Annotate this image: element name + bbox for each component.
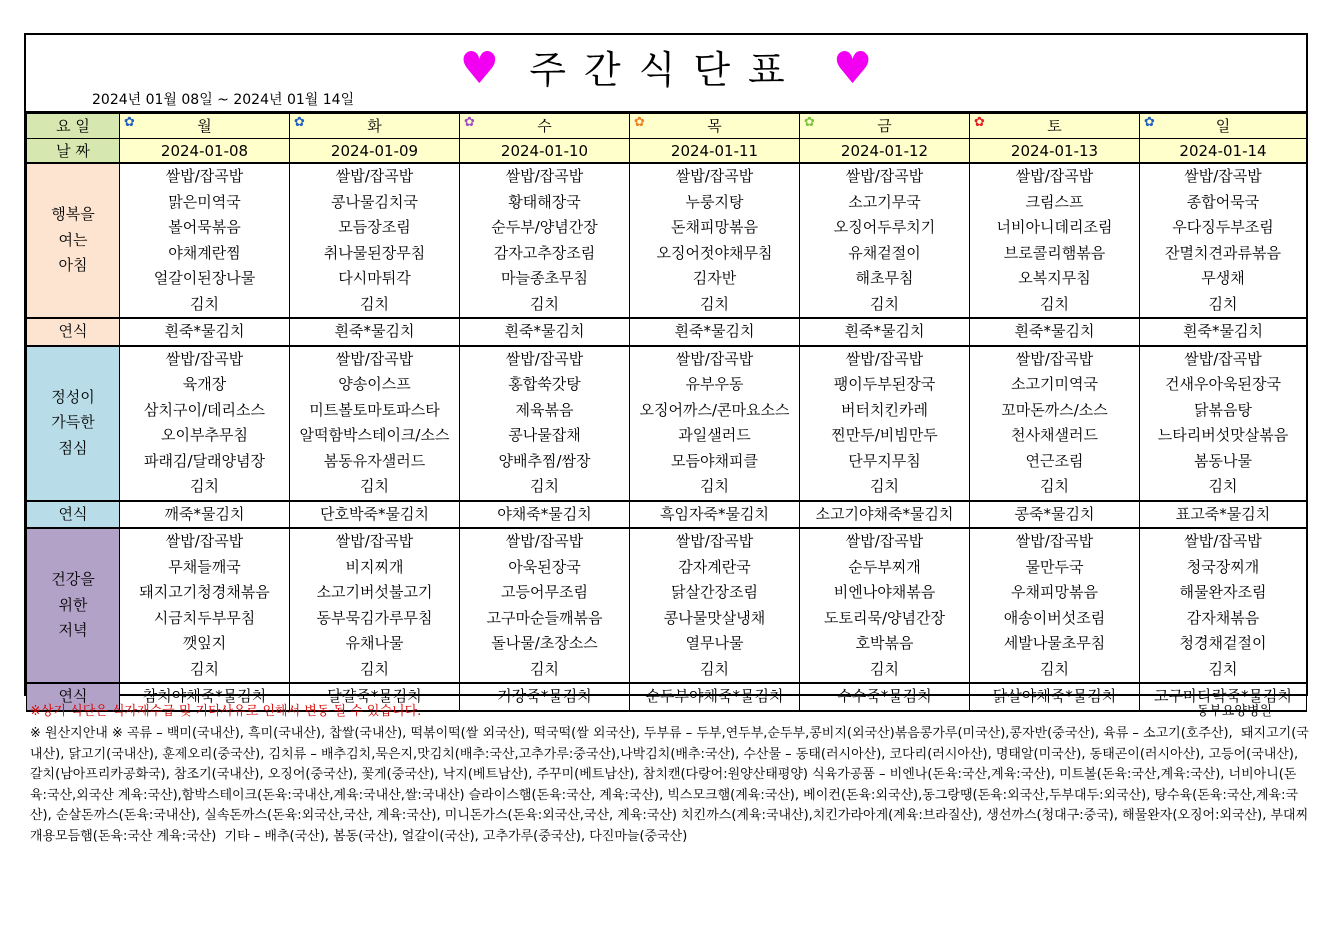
meal-cell — [120, 346, 290, 501]
snack-cell: 순두부야채죽*물김치 — [630, 683, 800, 711]
header-date-row — [27, 139, 1307, 164]
menu-item: 브로콜리햄볶음 — [1003, 243, 1106, 262]
flower-icon: ✿ — [634, 115, 645, 130]
menu-item: 청경채겉절이 — [1179, 634, 1267, 652]
date-cell: 2024-01-14 — [1140, 139, 1307, 164]
meal-cell — [460, 528, 630, 683]
meal-cell — [630, 163, 800, 318]
label-date: 날 짜 — [27, 139, 120, 164]
menu-item: 김치 — [870, 659, 899, 678]
page-title: 주간식단표 — [529, 48, 803, 92]
menu-item: 호박볶음 — [855, 634, 914, 652]
menu-item: 비지찌개 — [345, 557, 404, 576]
menu-item: 쌀밥/잡곡밥 — [335, 349, 414, 368]
menu-item: 순두부/양념간장 — [491, 218, 598, 236]
snack-cell: 흰죽*물김치 — [970, 318, 1140, 346]
menu-item: 오징어까스/콘마요소스 — [639, 400, 790, 419]
meal-cell — [800, 163, 970, 318]
meal-label-line: 저녁 — [58, 621, 88, 640]
menu-item: 김치 — [360, 294, 389, 313]
menu-item: 황태해장국 — [508, 192, 581, 211]
menu-item: 김치 — [870, 477, 899, 495]
menu-item: 콩나물맛살냉채 — [663, 608, 766, 627]
menu-item: 얼갈이된장나물 — [153, 269, 256, 287]
menu-item: 김치 — [1208, 477, 1238, 495]
menu-item: 시금치두부무침 — [153, 608, 256, 627]
date-cell: 2024-01-10 — [460, 139, 630, 164]
menu-item: 감자계란국 — [678, 557, 751, 576]
snack-cell: 깨죽*물김치 — [120, 501, 290, 529]
menu-item: 쌀밥/잡곡밥 — [1184, 532, 1262, 550]
day-header — [1140, 113, 1307, 139]
menu-item: 해물완자조림 — [1179, 583, 1267, 601]
meal-cell — [120, 528, 290, 683]
menu-item: 쌀밥/잡곡밥 — [505, 349, 584, 368]
date-cell: 2024-01-13 — [970, 139, 1140, 164]
menu-item: 쌀밥/잡곡밥 — [1015, 532, 1094, 550]
meal-label-line: 건강을 — [51, 570, 95, 589]
menu-item: 쌀밥/잡곡밥 — [165, 532, 244, 550]
snack-cell: 흰죽*물김치 — [800, 318, 970, 346]
menu-item: 팽이두부된장국 — [833, 375, 936, 393]
title-row — [26, 39, 1306, 94]
breakfast_snack-row — [27, 318, 1307, 346]
menu-item: 모듬야채피클 — [671, 451, 758, 470]
menu-item: 아욱된장국 — [508, 557, 581, 576]
menu-item: 오징어두루치기 — [833, 218, 936, 236]
snack-label: 연식 — [27, 318, 120, 346]
menu-item: 물만두국 — [1025, 557, 1084, 576]
day-name: 금 — [877, 117, 892, 135]
menu-item: 오복지무침 — [1018, 269, 1091, 287]
snack-cell: 흑임자죽*물김치 — [630, 501, 800, 529]
menu-item: 김치 — [360, 477, 389, 495]
menu-item: 우채피망볶음 — [1011, 583, 1098, 601]
menu-item: 고구마순들깨볶음 — [486, 608, 603, 627]
snack-cell: 흰죽*물김치 — [120, 318, 290, 346]
meal-label-line: 여는 — [58, 230, 88, 249]
menu-item: 과일샐러드 — [678, 426, 751, 444]
menu-item: 소고기무국 — [848, 192, 921, 211]
snack-cell: 단호박죽*물김치 — [290, 501, 460, 529]
hospital-name: 동부요양병원 — [1196, 704, 1272, 719]
day-name: 월 — [197, 117, 212, 135]
menu-item: 도토리묵/양념간장 — [824, 608, 945, 627]
menu-item: 홍합쑥갓탕 — [508, 375, 581, 393]
menu-item: 꼬마돈까스/소스 — [1001, 400, 1108, 419]
menu-item: 돌나물/초장소스 — [491, 634, 598, 652]
snack-cell: 참치야채죽*물김치 — [120, 683, 290, 711]
menu-item: 너비아니데리조림 — [996, 218, 1113, 236]
meal-cell — [290, 346, 460, 501]
menu-item: 무생채 — [1201, 269, 1245, 287]
menu-item: 김자반 — [692, 269, 737, 287]
menu-item: 김치 — [700, 294, 729, 313]
menu-item: 김치 — [190, 659, 219, 678]
menu-item: 감자채볶음 — [1186, 608, 1260, 627]
menu-item: 김치 — [700, 659, 729, 678]
snack-cell: 흰죽*물김치 — [460, 318, 630, 346]
menu-item: 맑은미역국 — [168, 192, 241, 211]
lunch_snack-row — [27, 501, 1307, 529]
menu-item: 봄동유자샐러드 — [323, 451, 426, 470]
snack-label: 연식 — [27, 683, 120, 711]
menu-item: 쌀밥/잡곡밥 — [165, 349, 244, 368]
menu-item: 쌀밥/잡곡밥 — [1015, 349, 1094, 368]
menu-item: 쌀밥/잡곡밥 — [845, 532, 924, 550]
snack-cell: 고구마타락죽*물김치 — [1140, 683, 1307, 711]
menu-item: 콩나물잡채 — [508, 426, 581, 444]
menu-item: 건새우아욱된장국 — [1165, 375, 1281, 393]
menu-item: 김치 — [1040, 294, 1069, 313]
menu-item: 육개장 — [182, 375, 227, 393]
menu-item: 김치 — [1040, 659, 1069, 678]
snack-cell: 수수죽*물김치 — [800, 683, 970, 711]
menu-item: 쌀밥/잡곡밥 — [335, 532, 414, 550]
meal-cell — [1140, 528, 1307, 683]
date-cell: 2024-01-08 — [120, 139, 290, 164]
meal-label-line: 아침 — [58, 256, 88, 275]
menu-item: 누룽지탕 — [685, 192, 744, 211]
menu-item: 봄동나물 — [1194, 451, 1252, 470]
lunch-row — [27, 346, 1307, 501]
menu-item: 김치 — [360, 659, 389, 678]
menu-item: 쌀밥/잡곡밥 — [335, 167, 414, 185]
menu-item: 쌀밥/잡곡밥 — [1184, 349, 1262, 368]
menu-item: 쌀밥/잡곡밥 — [165, 167, 244, 185]
menu-item: 찐만두/비빔만두 — [831, 426, 938, 444]
meal-cell — [290, 163, 460, 318]
menu-item: 오징어젓야채무침 — [656, 243, 773, 262]
menu-item: 쌀밥/잡곡밥 — [675, 349, 754, 368]
day-name: 수 — [537, 117, 552, 135]
menu-item: 돈채피망볶음 — [671, 218, 758, 236]
menu-item: 소고기미역국 — [1011, 375, 1098, 393]
menu-item: 양배추찜/쌈장 — [498, 451, 591, 470]
snack-cell: 흰죽*물김치 — [630, 318, 800, 346]
menu-item: 잔멸치견과류볶음 — [1165, 243, 1281, 262]
menu-item: 소고기버섯불고기 — [316, 583, 433, 601]
menu-item: 돼지고기청경채볶음 — [139, 583, 270, 601]
menu-item: 쌀밥/잡곡밥 — [845, 349, 924, 368]
menu-item: 청국장찌개 — [1186, 557, 1260, 576]
flower-icon: ✿ — [1144, 115, 1155, 130]
meal-label-line: 위한 — [58, 595, 88, 614]
day-name: 화 — [367, 117, 382, 135]
menu-sheet — [24, 33, 1308, 705]
menu-item: 크림스프 — [1025, 192, 1084, 211]
menu-item: 취나물된장무침 — [323, 243, 426, 262]
menu-item: 유채나물 — [345, 634, 404, 652]
menu-item: 마늘종초무침 — [501, 269, 588, 287]
menu-item: 애송이버섯조림 — [1003, 608, 1106, 627]
origin-info: ※ 원산지안내 ※ 곡류 – 백미(국내산), 흑미(국내산), 찹쌀(국내산), 떡볶이떡(쌀 외국산), 떡국떡(쌀 외국산), 두부류 – 두부,연두부,순두부,콩비지(외국산)볶음콩가루(미국산),콩자반(중국산), 육류 – 소고기(호주산), 돼지고기(국내산), 닭고기(국내산), 훈제오리(중국산), 김치류 – 배추김치,묵은지,맛김치(배추:국산,고추가루:중국산),나박김치(배추:국산), 수산물 – 동태(러시아산), 코다리(러시아산), 명태알(미국산), 동태곤이(러시아산), 고등어(국내산), 갈치(남아프리카공화국), 참조기(국내산), 오징어(중국산), 꽃게(중국산), 낙지(베트남산), 주꾸미(베트남산), 참치캔(다랑어:원양산태평양) 식육가공품 – 비엔나(돈육:국산,계육:국산), 미트볼(돈육:국산,계육:국산), 너비아니(돈육:국산,외국산 계육:국산),함박스테이크(돈육:국내산,계육:국내산,쌀:국내산) 슬라이스햄(돈육:국산, 계육:국산), 빅스모크햄(계육:국산), 베이컨(돈육:외국산),동그랑땡(돈육:외국산,두부대두:외국산), 탕수육(돈육:국산,계육:국산), 순살돈까스(돈육:국내산), 실속돈까스(돈육:외국산,국산, 계육:국산), 미니돈가스(돈육:외국산,국산, 계육:국산) 치킨까스(계육:국내산),치킨가라아게(계육:브라질산), 생선까스(청대구:중국), 해물완자(오징어:외국산), 부대찌개용모듬햄(돈육:국산 계육:국산) 기타 – 배추(국산), 봄동(국산), 얼갈이(국산), 고추가루(중국산), 다진마늘(중국산) — [30, 726, 1309, 844]
snack-cell: 표고죽*물김치 — [1140, 501, 1307, 529]
menu-item: 닭살간장조림 — [671, 583, 758, 601]
menu-item: 고등어무조림 — [501, 583, 588, 601]
meal-label-line: 행복을 — [51, 205, 95, 224]
day-name: 목 — [707, 117, 722, 135]
meal-cell — [1140, 346, 1307, 501]
snack-cell: 소고기야채죽*물김치 — [800, 501, 970, 529]
day-header — [290, 113, 460, 139]
menu-item: 유부우동 — [685, 375, 744, 393]
menu-item: 무채들깨국 — [168, 557, 241, 576]
menu-item: 삼치구이/데리소스 — [144, 400, 265, 419]
menu-item: 쌀밥/잡곡밥 — [675, 167, 754, 185]
breakfast-label — [27, 163, 120, 318]
day-name: 토 — [1047, 117, 1062, 135]
date-cell: 2024-01-09 — [290, 139, 460, 164]
meal-cell — [800, 346, 970, 501]
heart-icon: ♥ — [459, 43, 500, 94]
menu-item: 느타리버섯맛살볶음 — [1157, 426, 1289, 444]
snack-cell: 기장죽*물김치 — [460, 683, 630, 711]
menu-item: 볼어묵볶음 — [168, 218, 241, 236]
meal-cell — [800, 528, 970, 683]
day-header — [630, 113, 800, 139]
menu-item: 열무나물 — [685, 634, 744, 652]
label-day: 요 일 — [27, 113, 120, 139]
menu-item: 김치 — [700, 477, 729, 495]
dinner-row — [27, 528, 1307, 683]
menu-item: 천사채샐러드 — [1011, 426, 1098, 444]
meal-cell — [290, 528, 460, 683]
menu-item: 알떡함박스테이크/소스 — [299, 426, 450, 444]
lunch-label — [27, 346, 120, 501]
meal-cell — [630, 528, 800, 683]
day-header — [970, 113, 1140, 139]
snack-cell: 닭살야채죽*물김치 — [970, 683, 1140, 711]
menu-item: 김치 — [870, 294, 899, 313]
menu-item: 콩나물김치국 — [331, 192, 418, 211]
menu-item: 파래김/달래양념장 — [144, 451, 265, 470]
menu-item: 순두부찌개 — [848, 557, 921, 576]
menu-item: 김치 — [1208, 659, 1238, 678]
menu-item: 김치 — [530, 477, 559, 495]
flower-icon: ✿ — [294, 115, 305, 130]
day-header — [800, 113, 970, 139]
menu-item: 다시마튀각 — [338, 269, 411, 287]
flower-icon: ✿ — [974, 115, 985, 130]
menu-table — [26, 111, 1307, 712]
meal-cell — [970, 346, 1140, 501]
meal-cell — [460, 346, 630, 501]
title-area — [26, 35, 1306, 111]
menu-item: 해초무침 — [855, 269, 914, 287]
breakfast-row — [27, 163, 1307, 318]
meal-cell — [120, 163, 290, 318]
meal-cell — [460, 163, 630, 318]
menu-item: 쌀밥/잡곡밥 — [505, 532, 584, 550]
menu-item: 김치 — [530, 659, 559, 678]
menu-item: 쌀밥/잡곡밥 — [675, 532, 754, 550]
date-cell: 2024-01-12 — [800, 139, 970, 164]
snack-cell: 달걀죽*물김치 — [290, 683, 460, 711]
date-range: 2024년 01월 08일 ~ 2024년 01월 14일 — [92, 92, 355, 108]
menu-item: 단무지무침 — [848, 451, 921, 470]
snack-label: 연식 — [27, 501, 120, 529]
day-name: 일 — [1215, 117, 1231, 135]
menu-item: 깻잎지 — [182, 634, 227, 652]
flower-icon: ✿ — [464, 115, 475, 130]
menu-item: 쌀밥/잡곡밥 — [1015, 167, 1094, 185]
menu-item: 김치 — [190, 477, 219, 495]
menu-item: 모듬장조림 — [338, 218, 411, 236]
snack-cell: 흰죽*물김치 — [1140, 318, 1307, 346]
meal-cell — [970, 163, 1140, 318]
menu-item: 김치 — [530, 294, 559, 313]
snack-cell: 콩죽*물김치 — [970, 501, 1140, 529]
menu-item: 김치 — [190, 294, 219, 313]
meal-label-line: 점심 — [58, 438, 88, 457]
menu-item: 야채계란찜 — [168, 243, 241, 262]
dinner-label — [27, 528, 120, 683]
menu-item: 버터치킨카레 — [841, 400, 928, 419]
header-day-row — [27, 113, 1307, 139]
meal-cell — [630, 346, 800, 501]
flower-icon: ✿ — [124, 115, 135, 130]
menu-item: 유채겉절이 — [848, 243, 921, 262]
day-header — [460, 113, 630, 139]
menu-item: 오이부추무침 — [161, 426, 248, 444]
menu-item: 미트볼토마토파스타 — [309, 400, 440, 419]
day-header — [120, 113, 290, 139]
meal-cell — [970, 528, 1140, 683]
notice-text: ※상기 식단은 식자재수급 및 기타사유로 인해서 변동 될 수 있습니다. — [30, 704, 422, 719]
menu-item: 양송이스프 — [338, 375, 411, 393]
menu-item: 쌀밥/잡곡밥 — [1184, 167, 1262, 185]
meal-cell — [1140, 163, 1307, 318]
menu-item: 종합어묵국 — [1186, 192, 1260, 211]
menu-item: 연근조림 — [1025, 451, 1084, 470]
menu-item: 닭볶음탕 — [1194, 400, 1252, 419]
menu-item: 쌀밥/잡곡밥 — [505, 167, 584, 185]
menu-item: 우다징두부조림 — [1172, 218, 1274, 236]
meal-label-line: 정성이 — [51, 387, 95, 406]
menu-item: 김치 — [1040, 477, 1069, 495]
date-cell: 2024-01-11 — [630, 139, 800, 164]
meal-label-line: 가득한 — [51, 413, 95, 432]
flower-icon: ✿ — [804, 115, 815, 130]
snack-cell: 야채죽*물김치 — [460, 501, 630, 529]
menu-item: 세발나물초무침 — [1003, 634, 1106, 652]
menu-item: 제육볶음 — [515, 400, 574, 419]
menu-item: 비엔나야채볶음 — [833, 583, 936, 601]
snack-cell: 흰죽*물김치 — [290, 318, 460, 346]
menu-item: 쌀밥/잡곡밥 — [845, 167, 924, 185]
heart-icon: ♥ — [832, 43, 873, 94]
menu-item: 김치 — [1208, 294, 1238, 313]
menu-item: 감자고추장조림 — [493, 243, 596, 262]
menu-item: 동부묵김가루무침 — [316, 608, 433, 627]
